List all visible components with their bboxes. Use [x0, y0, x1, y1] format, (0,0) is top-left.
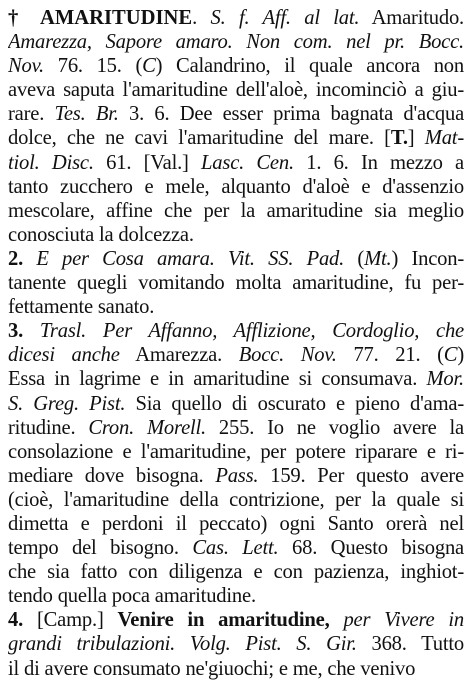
- entry-text: mediare dove bisogna.: [8, 464, 216, 487]
- entry-line: [8, 54, 464, 78]
- entry-text: mescolare, affine che per la amaritudine sia meglio: [8, 199, 464, 222]
- entry-text: T.: [390, 127, 408, 150]
- entry-text: C: [443, 344, 458, 367]
- entry-text: dicesi anche: [8, 344, 120, 367]
- entry-text: 61. [Val.]: [93, 151, 202, 174]
- entry-text: 255. Io ne voglio avere la: [206, 416, 464, 439]
- entry-text: C: [142, 55, 156, 78]
- entry-text: Bocc. Nov.: [238, 344, 337, 367]
- entry-text: tempo del bisogno.: [8, 537, 193, 560]
- entry-text: Sia quello di oscurato e pieno d'ama-: [125, 392, 464, 415]
- entry-text: rare.: [8, 103, 55, 126]
- entry-text: tiol. Disc.: [8, 151, 94, 174]
- entry-text: Amaritudo.: [359, 7, 464, 29]
- entry-line: [8, 247, 464, 271]
- entry-text: Tes. Br.: [54, 103, 119, 126]
- entry-line: [8, 223, 464, 247]
- entry-line: [8, 126, 464, 150]
- entry-line: [8, 584, 464, 608]
- entry-text: Mt.: [364, 247, 392, 270]
- entry-line: [8, 151, 464, 175]
- entry-text: Lasc. Cen.: [201, 151, 294, 174]
- entry-line: [8, 608, 464, 632]
- entry-line: [8, 6, 464, 30]
- entry-text: 77. 21. (: [336, 344, 444, 367]
- entry-text: conosciuta la dolcezza.: [8, 223, 194, 246]
- entry-text: (cioè, l'amaritudine della contrizione, per la quale si: [8, 488, 464, 511]
- entry-text: Mor.: [426, 368, 464, 391]
- entry-text: 1. 6. In mezzo a: [293, 151, 464, 174]
- entry-text: Trasl. Per Affanno, Afflizione, Cordoglio, che: [39, 320, 464, 343]
- entry-text: che sia fatto con diligenza e con pazienza, inghiot-: [8, 561, 464, 584]
- entry-line: [8, 343, 464, 367]
- entry-text: [405, 31, 419, 53]
- entry-text: dolce, che ne cavi l'amaritudine del mare. [: [8, 127, 391, 150]
- entry-text: ): [457, 344, 464, 367]
- entry-text: 3. 6. Dee esser prima bagnata d'acqua: [118, 103, 464, 126]
- entry-text: ]: [407, 127, 425, 150]
- entry-line: [8, 392, 464, 416]
- entry-text: ) Incon-: [391, 247, 464, 270]
- entry-text: [Camp.]: [36, 609, 118, 632]
- entry-line: [8, 102, 464, 126]
- entry-text: E per Cosa amara. Vit. SS. Pad.: [36, 247, 345, 270]
- headword: AMARITUDINE: [39, 7, 193, 29]
- entry-text: ritudine.: [8, 416, 89, 439]
- entry-line: [8, 78, 464, 102]
- entry-text: Mat-: [424, 127, 464, 150]
- sense-number: 4.: [8, 609, 37, 632]
- entry-text: ) Calandrino, il quale ancora non: [155, 55, 464, 78]
- entry-line: [8, 416, 464, 440]
- entry-text: Amarezza, Sapore amaro. Non com. nel pr.: [8, 31, 405, 54]
- entry-text: (: [344, 247, 365, 270]
- entry-text: 368. Tutto: [356, 633, 464, 656]
- entry-line: [8, 560, 464, 584]
- entry-line: [8, 295, 464, 319]
- entry-text: .: [192, 7, 211, 29]
- entry-line: [8, 536, 464, 560]
- entry-text: fettamente sanato.: [8, 296, 155, 319]
- entry-text: dimetta e perdoni il peccato) ogni Santo orerà nel: [8, 512, 464, 535]
- entry-line: [8, 199, 464, 223]
- entry-text: tanto zucchero e mele, alquanto d'aloè e d'assenzio: [8, 175, 464, 198]
- entry-text: Venire in amaritudine,: [117, 609, 330, 632]
- entry-text: tendo quella poca amaritudine.: [8, 585, 256, 608]
- entry-text: Amarezza.: [119, 344, 239, 367]
- entry-text: grandi tribulazioni. Volg. Pist. S. Gir.: [8, 633, 357, 656]
- entry-line: [8, 367, 464, 391]
- entry-text: Bocc.: [418, 31, 464, 54]
- sense-number: 2.: [8, 247, 37, 270]
- entry-text: Cas. Lett.: [192, 537, 279, 560]
- entry-text: tanente quegli vomitando molta amaritudine, fu per-: [8, 272, 464, 295]
- entry-text: Essa in lagrime e in amaritudine si consumava.: [8, 368, 427, 391]
- sense-number: 3.: [8, 320, 40, 343]
- entry-text: 159. Per questo avere: [258, 464, 464, 487]
- entry-text: per Vivere in: [329, 609, 464, 632]
- entry-line: [8, 440, 464, 464]
- entry-text: S. f. Aff. al lat.: [210, 7, 360, 29]
- entry-text: S. Greg. Pist.: [8, 392, 126, 415]
- entry-line: [8, 319, 464, 343]
- entry-line: [8, 175, 464, 199]
- entry-line: [8, 632, 464, 656]
- entry-text: il di avere consumato ne'giuochi; e me, che venivo: [8, 657, 416, 680]
- entry-line: [8, 271, 464, 295]
- entry-line: [8, 464, 464, 488]
- entry-text: †: [8, 7, 40, 29]
- entry-text: 76. 15. (: [44, 55, 143, 78]
- entry-text: 68. Questo bisogna: [278, 537, 464, 560]
- entry-line: [8, 657, 464, 681]
- entry-text: Pass.: [215, 464, 259, 487]
- entry-line: [8, 512, 464, 536]
- entry-line: [8, 30, 464, 54]
- entry-text: aveva saputa l'amaritudine dell'aloè, incominciò a giu-: [8, 79, 464, 102]
- entry-text: Cron. Morell.: [88, 416, 207, 439]
- entry-text: Nov.: [8, 55, 44, 78]
- entry-line: [8, 488, 464, 512]
- entry-text: consolazione e l'amaritudine, per potere riparare e ri-: [8, 440, 464, 463]
